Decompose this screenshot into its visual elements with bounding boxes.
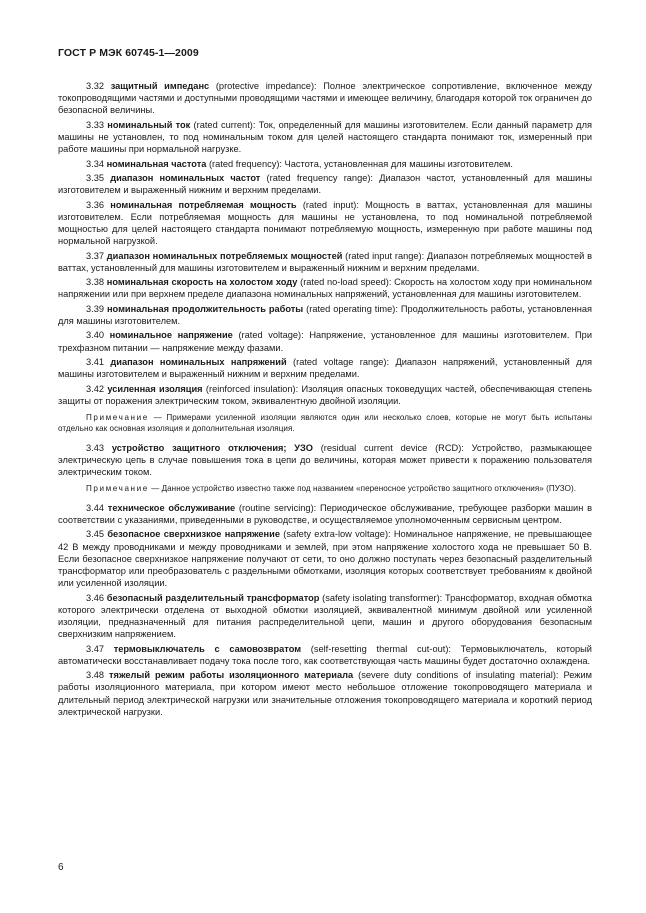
definition-3-37 <box>58 250 592 274</box>
definition-term: устройство защитного отключения; УЗО <box>111 442 313 453</box>
definition-term: диапазон номинальных потребляемых мощностей <box>106 250 343 261</box>
definition-number: 3.40 <box>86 330 105 341</box>
definition-number: 3.42 <box>86 383 105 394</box>
definition-term: защитный импеданс <box>110 81 210 91</box>
note-text: — Примерами усиленной изоляции являются один или несколько слоев, которые не могут быть испытаны отдельно как основная изоляция и дополнительная изоляция. <box>58 412 592 434</box>
definition-term: диапазон номинальных частот <box>110 172 261 183</box>
definition-3-39 <box>58 303 592 327</box>
definition-term: номинальная скорость на холостом ходу <box>106 277 298 288</box>
definition-term: техническое обслуживание <box>107 502 236 513</box>
definition-number: 3.43 <box>86 442 105 453</box>
note-label: Примечание <box>86 412 149 422</box>
definition-number: 3.44 <box>86 502 105 513</box>
definition-term: тяжелый режим работы изоляционного материала <box>109 670 354 681</box>
definition-text: (safety extra-low voltage): Номинальное напряжение, не превышающее 42 В между проводниками и между проводниками и землей, при этом напряжение холостого хода не превышает 50 В. Если безопасное сверхнизкое напряжение получают от сети, то оно должно поступать через безопасный разделительный трансформатор или преобразователь с раздельными обмотками, изоляция которых соответствует требованиям к двойной или усиленной изоляции. <box>58 529 593 589</box>
definition-3-40 <box>58 329 592 353</box>
definition-text: (safety isolating transformer): Трансформатор, входная обмотка которого электрически отделена от выходной обмотки изоляцией, эквивалентной минимум двойной или усиленной изоляции, предназначенный для питания распределительной цепи, машин и другого оборудования безопасным сверхнизким напряжением. <box>58 592 592 640</box>
definition-3-43 <box>58 442 592 479</box>
definition-number: 3.47 <box>86 643 105 654</box>
definition-text: (rated current): Ток, определенный для машины изготовителем. Если данный параметр для машины не установлен, то под номинальным током для целей настоящего стандарта понимают ток, измеренный при работе машины при нормальной нагрузке. <box>58 119 592 155</box>
definition-3-42 <box>58 383 592 407</box>
definition-text: (routine servicing): Периодическое обслуживание, требующее разборки машин в соответствии с указаниями, приведенными в руководстве, и осуществляемое уполномоченным сервисным центром. <box>58 502 592 525</box>
definition-text: (severe duty conditions of insulating material): Режим работы изоляционного материала, при котором имеют место небольшое отложение токопроводящего материала и длительный период электрической нагрузки или значительные отложения токопроводящего материала и короткий период электрической нагрузки. <box>58 670 592 717</box>
definition-text: (reinforced insulation): Изоляция опасных токоведущих частей, обеспечивающая степень защиты от поражения электрическим током, эквивалентную двойной изоляции. <box>58 383 592 406</box>
definition-text: (rated frequency range): Диапазон частот, установленный для машины изготовителем и выраженный нижним и верхним пределами. <box>58 172 593 196</box>
definition-text: (rated input): Мощность в ваттах, установленная для машины изготовителем. Если потребляемая мощность для машины не установлена, то под номинальной потребляемой мощностью для целей настоящего стандарта понимают потребляемую мощность, измеренную при работе машины под нормальной нагрузкой. <box>58 199 592 247</box>
note-rcd <box>58 483 592 494</box>
definition-text: (protective impedance): Полное электрическое сопротивление, включенное между токопроводящими частями и доступными проводящими частями и имеющее величину, благодаря которой ток ограничен до безопасной величины. <box>58 81 592 116</box>
definition-3-46 <box>58 592 592 641</box>
definition-text: (rated no-load speed): Скорость на холостом ходу при номинальном напряжении или при верхнем пределе диапазона номинальных напряжений, установленная для машины изготовителем. <box>58 277 592 300</box>
definition-term: диапазон номинальных напряжений <box>110 356 287 367</box>
definition-text: (rated operating time): Продолжительность работы, установленная для машины изготовителем. <box>58 303 592 326</box>
definition-term: номинальная потребляемая мощность <box>110 199 297 210</box>
definition-3-33 <box>58 119 592 156</box>
definition-number: 3.45 <box>86 529 105 540</box>
note-label: Примечание <box>86 484 149 494</box>
definition-term: номинальное напряжение <box>109 330 233 341</box>
definition-3-45 <box>58 528 592 589</box>
document-body <box>58 80 592 720</box>
definition-number: 3.41 <box>86 356 105 367</box>
definition-number: 3.36 <box>86 199 105 210</box>
definition-3-35 <box>58 172 592 196</box>
note-text: — Данное устройство известно также под названием «переносное устройство защитного отключения» (ПУЗО). <box>148 484 576 494</box>
definition-3-48 <box>58 669 592 718</box>
definition-3-32 <box>58 80 592 117</box>
note-reinforced-insulation <box>58 412 592 435</box>
page-number: 6 <box>58 862 64 873</box>
definition-3-36 <box>58 199 592 248</box>
definition-text: (rated voltage): Напряжение, установленное для машины изготовителем. При трехфазном питании — напряжение между фазами. <box>58 330 592 353</box>
definition-number: 3.38 <box>86 277 105 288</box>
definition-text: (rated input range): Диапазон потребляемых мощностей в ваттах, установленный для машины изготовителем и выраженный нижним и верхним пределами. <box>58 250 592 273</box>
definition-term: термовыключатель с самовозвратом <box>113 643 302 654</box>
definition-number: 3.37 <box>86 250 105 261</box>
definition-number: 3.46 <box>86 592 105 603</box>
definition-3-44 <box>58 502 592 526</box>
definition-number: 3.33 <box>86 119 105 130</box>
definition-text: (residual current device (RCD): Устройство, размыкающее электрическую цепь в случае повышения тока в цепи до величины, которая может привести к поражению пользователя электрическим током. <box>58 442 592 478</box>
definition-3-38 <box>58 276 592 300</box>
document-header: ГОСТ Р МЭК 60745-1—2009 <box>58 47 199 59</box>
definition-number: 3.32 <box>86 81 105 91</box>
definition-number: 3.34 <box>86 158 105 169</box>
definition-text: (rated frequency): Частота, установленная для машины изготовителем. <box>206 158 513 169</box>
definition-text: (rated voltage range): Диапазон напряжений, установленный для машины изготовителем и выраженный нижним и верхним пределами. <box>58 356 592 380</box>
definition-term: безопасный разделительный трансформатор <box>106 592 320 603</box>
definition-number: 3.48 <box>86 670 105 681</box>
definition-text: (self-resetting thermal cut-out): Термовыключатель, который автоматически восстанавливает подачу тока после того, как соответствующая часть машины будет достаточно охлаждена. <box>58 643 592 666</box>
definition-term: номинальная частота <box>106 158 207 169</box>
definition-number: 3.35 <box>86 172 105 183</box>
definition-number: 3.39 <box>86 303 105 314</box>
definition-term: усиленная изоляция <box>107 383 203 394</box>
definition-3-34 <box>58 158 592 170</box>
definition-3-47 <box>58 643 592 667</box>
definition-term: номинальный ток <box>107 119 191 130</box>
definition-3-41 <box>58 356 592 380</box>
definition-term: безопасное сверхнизкое напряжение <box>107 529 280 540</box>
definition-term: номинальная продолжительность работы <box>106 303 304 314</box>
